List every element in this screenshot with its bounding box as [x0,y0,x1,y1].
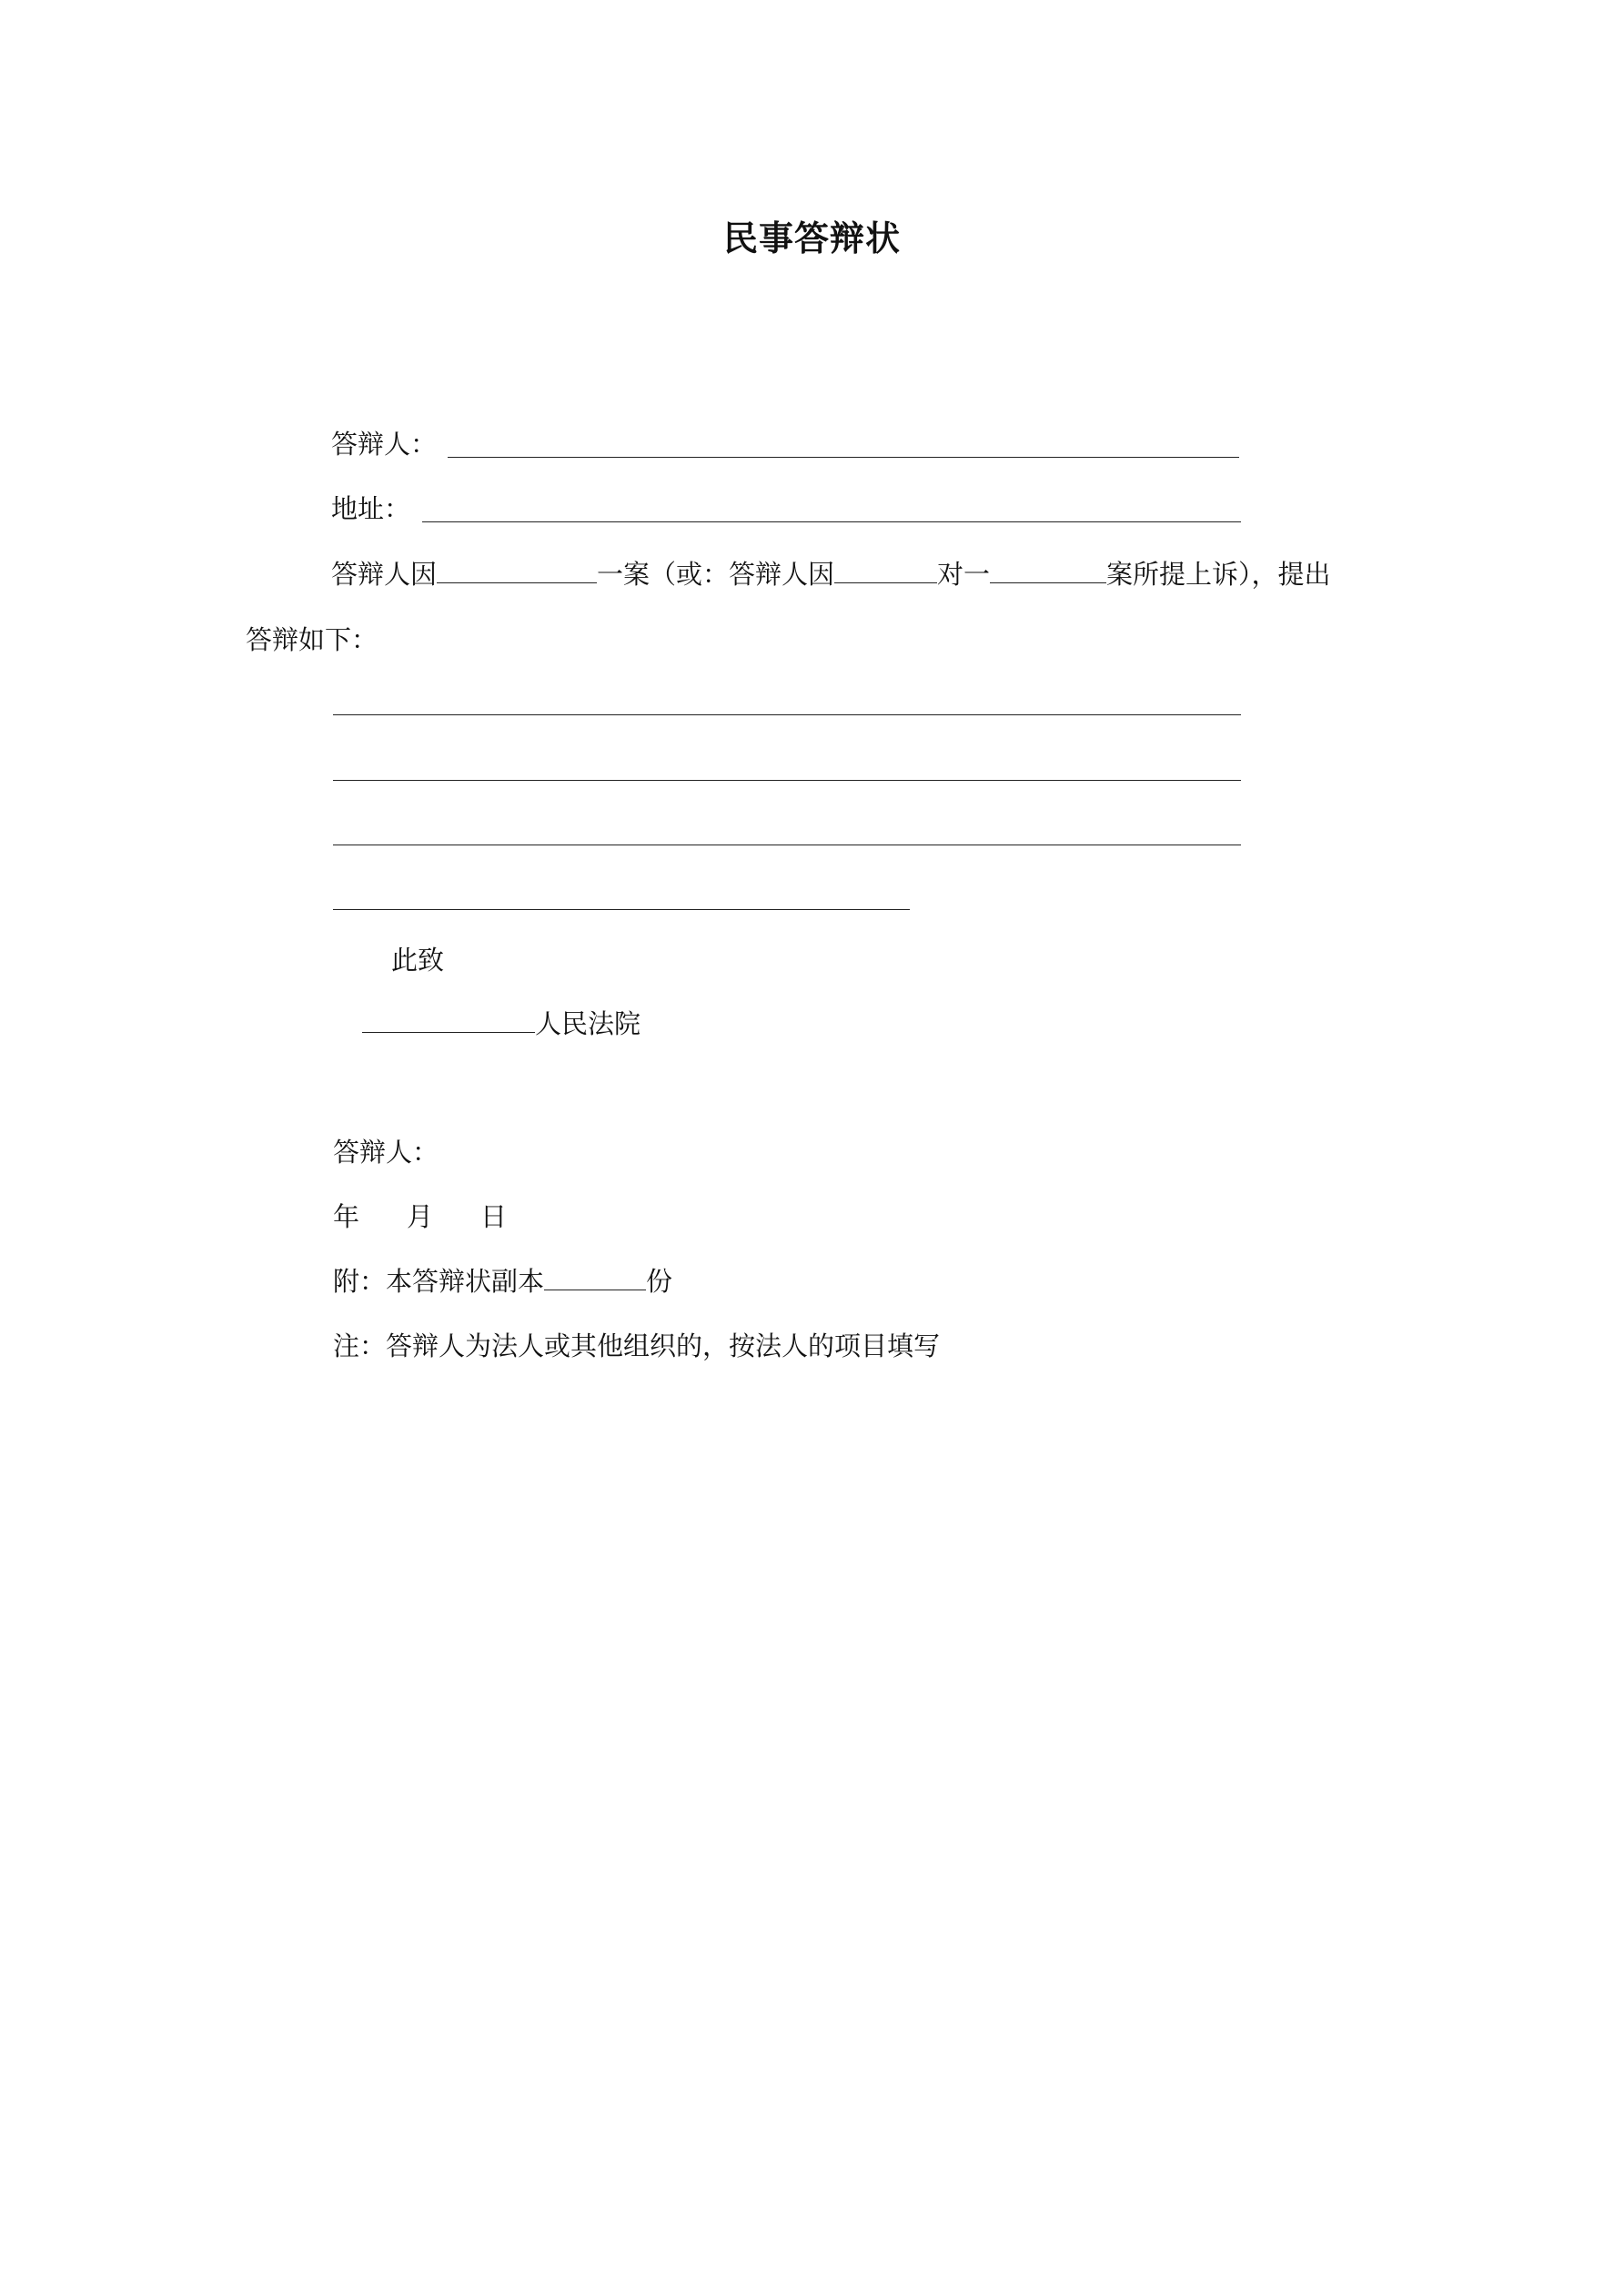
case-intro-part1: 答辩人因 [331,559,438,590]
respondent-label: 答辩人： [331,429,438,460]
answer-line-2[interactable] [333,780,1241,781]
date-month: 月 [407,1201,434,1232]
court-line [362,1006,641,1042]
appeal-case-blank[interactable] [990,557,1106,583]
respondent-blank[interactable] [448,457,1239,458]
case-intro-continuation: 答辩如下： [246,624,378,655]
case-name-blank[interactable] [437,557,597,583]
document-title: 民事答辩状 [722,217,901,258]
answer-line-4[interactable] [333,909,910,910]
case-intro-line [331,556,1331,592]
attachment-line [333,1263,672,1300]
date-year: 年 [333,1201,360,1232]
attachment-suffix: 份 [646,1266,673,1297]
court-suffix: 人民法院 [535,1008,641,1039]
signature-label: 答辩人： [333,1137,439,1168]
appeal-party-blank[interactable] [834,557,937,583]
copies-blank[interactable] [544,1264,646,1290]
date-day: 日 [480,1201,508,1232]
note-line: 注：答辩人为法人或其他组织的，按法人的项目填写 [333,1330,941,1361]
attachment-prefix: 附：本答辩状副本 [333,1266,545,1297]
salutation: 此致 [391,945,445,976]
case-intro-part3: 对一 [937,559,991,590]
answer-line-1[interactable] [333,714,1241,715]
court-name-blank[interactable] [362,1006,535,1033]
respondent-line [331,426,437,462]
address-label: 地址： [331,493,411,524]
case-intro-part2: 一案（或：答辩人因 [597,559,835,590]
case-intro-part4: 案所提上诉），提出 [1106,559,1331,590]
date-line [333,1199,507,1235]
address-blank[interactable] [422,521,1241,522]
address-line [331,491,410,527]
